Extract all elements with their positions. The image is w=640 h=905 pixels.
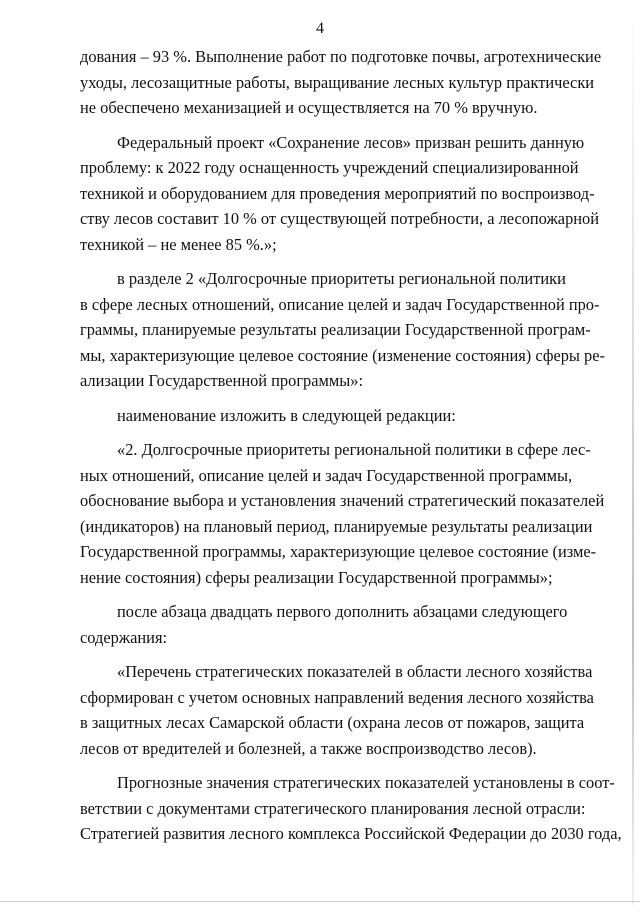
text-line: лесов от вредителей и болезней, а также воспроизводство лесов).	[80, 738, 537, 758]
text-line: Федеральный проект «Сохранение лесов» призван решить данную	[117, 132, 585, 152]
text-line: наименование изложить в следующей редакции:	[117, 405, 456, 425]
scan-edge-right	[632, 0, 634, 905]
text-line: граммы, планируемые результаты реализации Государственной програм-	[80, 320, 591, 339]
text-line: обоснование выбора и установления значений стратегический показателей	[80, 491, 605, 510]
text-line: в сфере лесных отношений, описание целей и задач Государственной про-	[80, 294, 600, 314]
text-line: дования – 93 %. Выполнение работ по подготовке почвы, агротехнические	[80, 47, 602, 66]
text-line: ству лесов составит 10 % от существующей потребности, а лесопожарной	[80, 209, 600, 228]
text-line: в разделе 2 «Долгосрочные приоритеты региональной политики	[117, 269, 566, 288]
text-line: уходы, лесозащитные работы, выращивание лесных культур практически	[80, 72, 595, 92]
text-line: содержания:	[80, 627, 168, 647]
text-line: нение состояния) сферы реализации Государственной программы»;	[80, 567, 553, 587]
text-line: Прогнозные значения стратегических показателей установлены в соот-	[117, 773, 615, 792]
text-line: мы, характеризующие целевое состояние (изменение состояния) сферы ре-	[80, 345, 605, 365]
text-line: не обеспечено механизацией и осуществляется на 70 % вручную.	[80, 98, 538, 117]
text-line: после абзаца двадцать первого дополнить абзацами следующего	[117, 602, 568, 621]
text-line: ализации Государственной программы»:	[80, 371, 364, 390]
text-line: в защитных лесах Самарской области (охрана лесов от пожаров, защита	[80, 713, 585, 732]
text-line: техникой – не менее 85 %.»;	[80, 234, 277, 254]
text-line: ветствии с документами стратегического планирования лесной отрасли:	[80, 798, 586, 818]
text-line: Государственной программы, характеризующие целевое состояние (изме-	[80, 542, 597, 561]
text-line: (индикаторов) на плановый период, планируемые результаты реализации	[80, 516, 593, 536]
page-number: 4	[316, 20, 324, 37]
text-line: техникой и оборудованием для проведения мероприятий по воспроизвод-	[80, 183, 595, 203]
text-line: проблему: к 2022 году оснащенность учреждений специализированной	[80, 158, 579, 177]
text-line: «2. Долгосрочные приоритеты региональной политики в сфере лес-	[117, 440, 591, 459]
document-body	[80, 44, 622, 847]
scan-edge-bottom	[0, 901, 640, 902]
text-line: ных отношений, описание целей и задач Государственной программы,	[80, 465, 573, 485]
text-line: «Перечень стратегических показателей в области лесного хозяйства	[117, 662, 593, 681]
text-line: Стратегией развития лесного комплекса Российской Федерации до 2030 года,	[80, 824, 622, 843]
text-line: сформирован с учетом основных направлений ведения лесного хозяйства	[80, 687, 594, 707]
